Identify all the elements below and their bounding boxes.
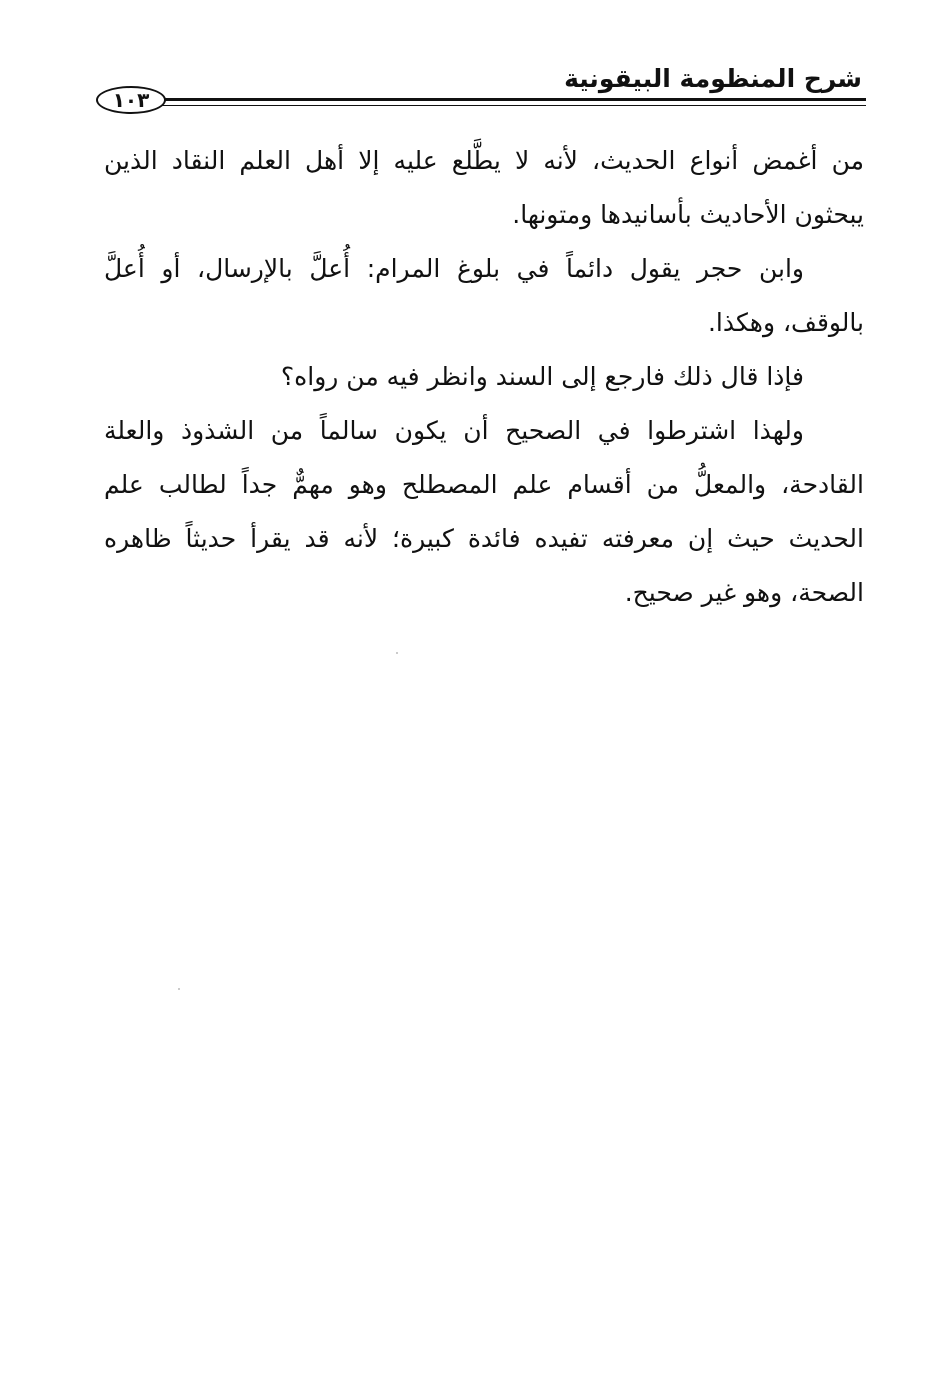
header-rule-thick	[158, 98, 866, 101]
page-number-badge	[96, 86, 166, 114]
scan-speck	[178, 988, 180, 990]
paragraph-4: ولهذا اشترطوا في الصحيح أن يكون سالماً من الشذوذ والعلة القادحة، والمعلُّ من أقسام علم المصطلح وهو مهمٌّ جداً لطالب علم الحديث حيث إن معرفته تفيده فائدة كبيرة؛ لأنه قد يقرأ حديثاً ظاهره الصحة، وهو غير صحيح.	[104, 416, 864, 607]
header-rule-thin	[158, 105, 866, 106]
page-header	[96, 62, 866, 118]
page-number: ١٠٣	[112, 88, 150, 112]
paragraph-1: من أغمض أنواع الحديث، لأنه لا يطَّلع عليه إلا أهل العلم النقاد الذين يبحثون الأحاديث بأسانيدها ومتونها.	[104, 146, 864, 229]
paragraph-3: فإذا قال ذلك فارجع إلى السند وانظر فيه من رواه؟	[280, 362, 804, 391]
book-title: شرح المنظومة البيقونية	[564, 64, 862, 93]
scan-speck	[396, 652, 398, 654]
paragraph-2: وابن حجر يقول دائماً في بلوغ المرام: أُعلَّ بالإرسال، أو أُعلَّ بالوقف، وهكذا.	[104, 254, 864, 337]
body-text	[104, 134, 864, 620]
